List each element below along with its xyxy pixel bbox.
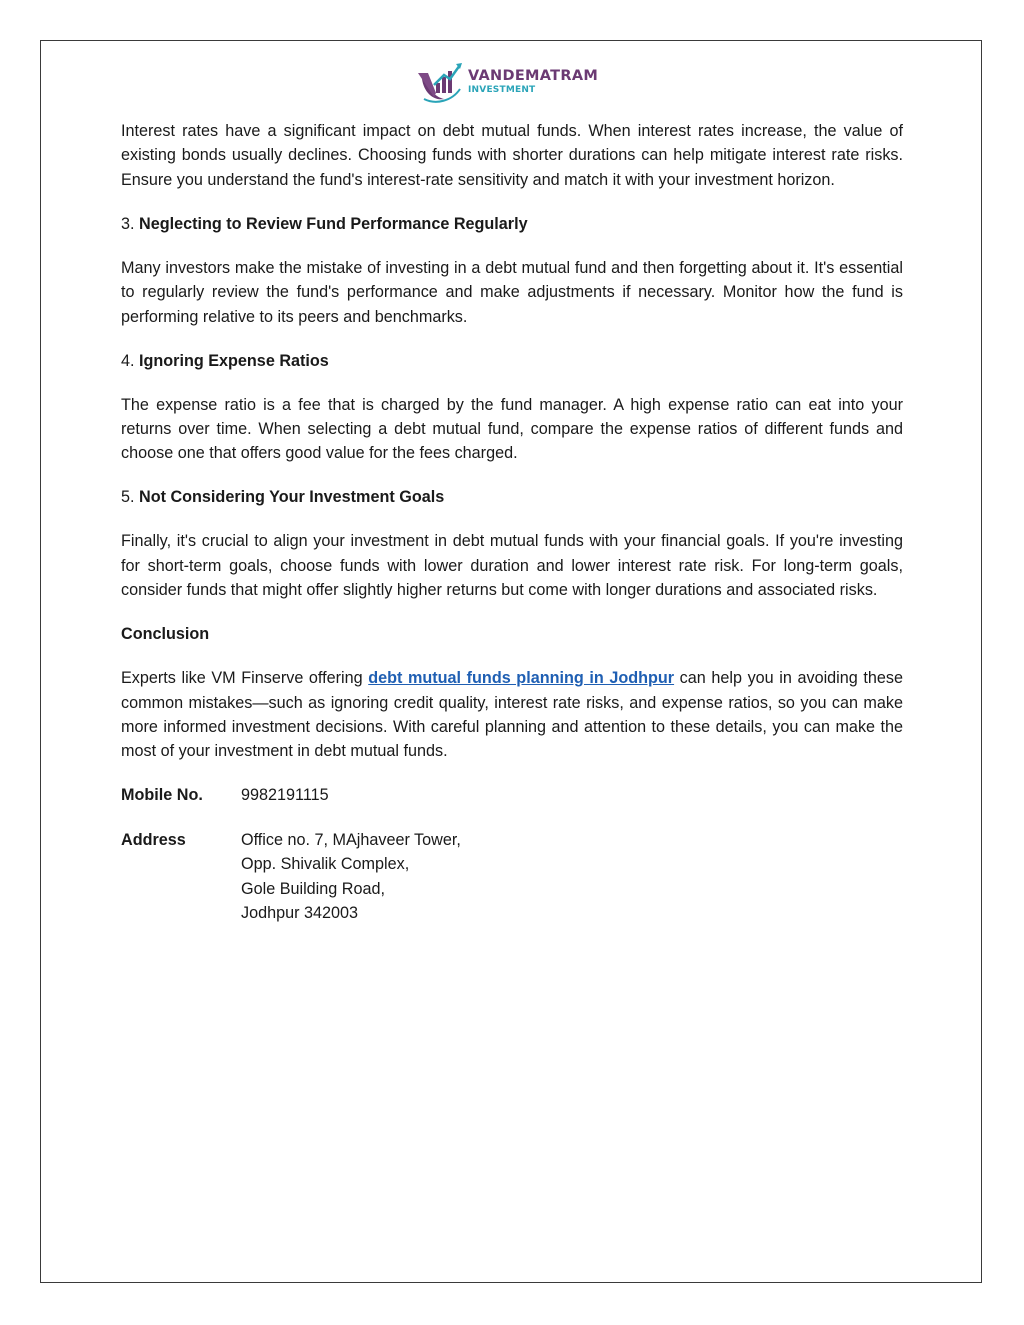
conclusion-text-end: can help you in avoiding these common mistakes—such as ignoring credit quality, interest rate risks, and expense ratios, so you can make more informed investment decisions. With careful planning and attention to these details, you can make the most of your investment in debt mutual funds. [121,669,903,761]
section-heading-3 [121,212,903,236]
address-line: Office no. 7, MAjhaveer Tower, [241,830,461,849]
section-number: 5. [121,488,139,507]
conclusion-title: Conclusion [121,625,210,644]
section-heading-4 [121,349,903,373]
mobile-value: 9982191115 [241,786,329,805]
section-number: 4. [121,351,139,370]
paragraph-conclusion [121,666,903,764]
address-line: Opp. Shivalik Complex, [241,855,410,874]
address-row [121,828,903,926]
address-label: Address [121,830,186,849]
address-line: Gole Building Road, [241,879,385,898]
mobile-row [121,783,903,807]
paragraph-interest-rates: Interest rates have a significant impact on debt mutual funds. When interest rates increase, the value of existing bonds usually declines. Choosing funds with shorter durations can help mitigate interest rate risks. Ensure you understand the fund's interest-rate sensitivity and match it with your investment horizon. [121,122,903,189]
paragraph-expense-ratios: The expense ratio is a fee that is charged by the fund manager. A high expense ratio can eat into your returns over time. When selecting a debt mutual fund, compare the expense ratios of different funds and choose one that offers good value for the fees charged. [121,395,903,463]
logo-subtitle-text: INVESTMENT [468,84,536,95]
conclusion-heading [121,622,903,646]
section-title: Not Considering Your Investment Goals [139,488,445,507]
address-line: Jodhpur 342003 [241,904,359,923]
section-title: Neglecting to Review Fund Performance Regularly [139,214,528,233]
logo-brand-text: VANDEMATRAM [468,68,599,85]
mobile-label: Mobile No. [121,786,203,805]
section-number: 3. [121,214,139,233]
section-title: Ignoring Expense Ratios [139,351,329,370]
debt-funds-planning-link[interactable]: debt mutual funds planning in Jodhpur [368,669,675,688]
logo-emblem-icon [414,59,466,105]
document-body [121,119,903,946]
paragraph-review-performance: Many investors make the mistake of investing in a debt mutual fund and then forgetting about it. It's essential to regularly review the fund's performance and make adjustments if necessary. Monitor how the fund is performing relative to its peers and benchmarks. [121,258,903,326]
conclusion-text-start: Experts like VM Finserve offering [121,669,369,688]
company-logo [414,58,614,106]
address-value [241,828,461,926]
paragraph-investment-goals: Finally, it's crucial to align your investment in debt mutual funds with your financial goals. If you're investing for short-term goals, choose funds with lower duration and lower interest rate risk. For long-term goals, consider funds that might offer slightly higher returns but come with longer durations and associated risks. [121,532,903,600]
section-heading-5 [121,485,903,509]
